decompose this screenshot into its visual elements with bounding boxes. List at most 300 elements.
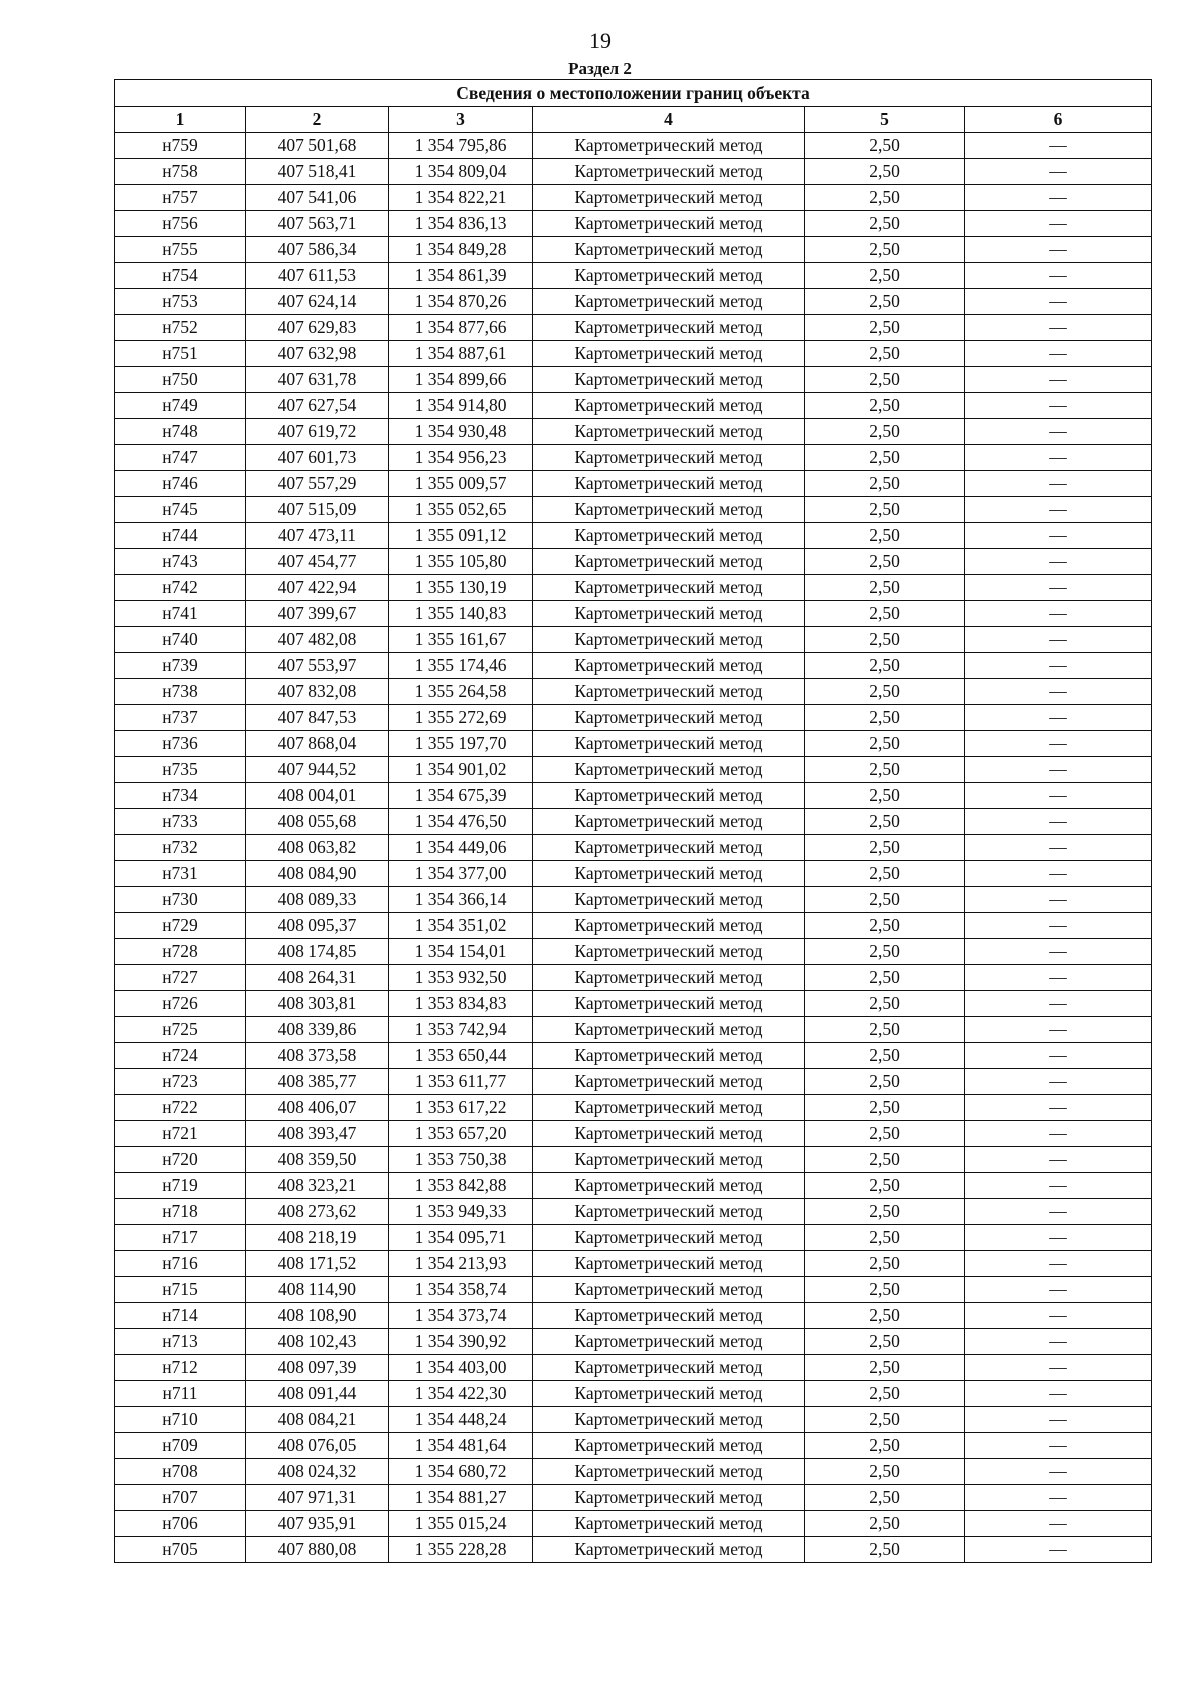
y-coordinate-cell: 1 354 373,74 [389,1303,533,1329]
point-name-cell: н706 [115,1511,246,1537]
table-row [115,1511,1152,1537]
description-cell: — [965,757,1152,783]
table-row [115,1303,1152,1329]
point-name-cell: н705 [115,1537,246,1563]
accuracy-cell: 2,50 [805,1147,965,1173]
accuracy-cell: 2,50 [805,1537,965,1563]
table-row [115,991,1152,1017]
y-coordinate-cell: 1 354 403,00 [389,1355,533,1381]
x-coordinate-cell: 408 097,39 [246,1355,389,1381]
x-coordinate-cell: 407 454,77 [246,549,389,575]
accuracy-cell: 2,50 [805,1173,965,1199]
accuracy-cell: 2,50 [805,835,965,861]
y-coordinate-cell: 1 355 130,19 [389,575,533,601]
x-coordinate-cell: 408 024,32 [246,1459,389,1485]
y-coordinate-cell: 1 354 849,28 [389,237,533,263]
x-coordinate-cell: 407 619,72 [246,419,389,445]
column-number: 6 [965,107,1152,133]
description-cell: — [965,1433,1152,1459]
accuracy-cell: 2,50 [805,913,965,939]
description-cell: — [965,1017,1152,1043]
description-cell: — [965,445,1152,471]
method-cell: Картометрический метод [533,393,805,419]
table-row [115,1251,1152,1277]
y-coordinate-cell: 1 354 956,23 [389,445,533,471]
description-cell: — [965,1173,1152,1199]
y-coordinate-cell: 1 355 197,70 [389,731,533,757]
point-name-cell: н753 [115,289,246,315]
table-row [115,757,1152,783]
accuracy-cell: 2,50 [805,393,965,419]
description-cell: — [965,887,1152,913]
y-coordinate-cell: 1 354 448,24 [389,1407,533,1433]
accuracy-cell: 2,50 [805,1277,965,1303]
point-name-cell: н743 [115,549,246,575]
method-cell: Картометрический метод [533,1329,805,1355]
description-cell: — [965,1095,1152,1121]
y-coordinate-cell: 1 354 675,39 [389,783,533,809]
section-title: Раздел 2 [568,59,632,78]
method-cell: Картометрический метод [533,419,805,445]
method-cell: Картометрический метод [533,1173,805,1199]
description-cell: — [965,991,1152,1017]
accuracy-cell: 2,50 [805,1095,965,1121]
description-cell: — [965,159,1152,185]
table-row [115,523,1152,549]
method-cell: Картометрический метод [533,861,805,887]
description-cell: — [965,1147,1152,1173]
y-coordinate-cell: 1 355 009,57 [389,471,533,497]
point-name-cell: н707 [115,1485,246,1511]
point-name-cell: н719 [115,1173,246,1199]
point-name-cell: н721 [115,1121,246,1147]
description-cell: — [965,263,1152,289]
accuracy-cell: 2,50 [805,679,965,705]
x-coordinate-cell: 407 847,53 [246,705,389,731]
method-cell: Картометрический метод [533,653,805,679]
table-row [115,705,1152,731]
point-name-cell: н735 [115,757,246,783]
table-row [115,211,1152,237]
accuracy-cell: 2,50 [805,211,965,237]
accuracy-cell: 2,50 [805,1407,965,1433]
x-coordinate-cell: 408 171,52 [246,1251,389,1277]
method-cell: Картометрический метод [533,913,805,939]
point-name-cell: н744 [115,523,246,549]
method-cell: Картометрический метод [533,1147,805,1173]
description-cell: — [965,939,1152,965]
accuracy-cell: 2,50 [805,653,965,679]
x-coordinate-cell: 408 004,01 [246,783,389,809]
description-cell: — [965,185,1152,211]
table-row [115,133,1152,159]
y-coordinate-cell: 1 353 750,38 [389,1147,533,1173]
x-coordinate-cell: 407 935,91 [246,1511,389,1537]
method-cell: Картометрический метод [533,367,805,393]
y-coordinate-cell: 1 354 422,30 [389,1381,533,1407]
table-row [115,1069,1152,1095]
method-cell: Картометрический метод [533,1355,805,1381]
y-coordinate-cell: 1 353 611,77 [389,1069,533,1095]
y-coordinate-cell: 1 353 932,50 [389,965,533,991]
method-cell: Картометрический метод [533,1069,805,1095]
boundary-coordinates-table [114,79,1152,1563]
point-name-cell: н731 [115,861,246,887]
description-cell: — [965,1329,1152,1355]
description-cell: — [965,861,1152,887]
table-row [115,1121,1152,1147]
point-name-cell: н747 [115,445,246,471]
accuracy-cell: 2,50 [805,419,965,445]
table-row [115,679,1152,705]
point-name-cell: н756 [115,211,246,237]
x-coordinate-cell: 408 084,21 [246,1407,389,1433]
accuracy-cell: 2,50 [805,315,965,341]
y-coordinate-cell: 1 355 161,67 [389,627,533,653]
method-cell: Картометрический метод [533,523,805,549]
x-coordinate-cell: 407 627,54 [246,393,389,419]
description-cell: — [965,393,1152,419]
description-cell: — [965,835,1152,861]
x-coordinate-cell: 407 422,94 [246,575,389,601]
table-row [115,1485,1152,1511]
table-row [115,1459,1152,1485]
y-coordinate-cell: 1 354 213,93 [389,1251,533,1277]
point-name-cell: н726 [115,991,246,1017]
x-coordinate-cell: 408 174,85 [246,939,389,965]
y-coordinate-cell: 1 354 914,80 [389,393,533,419]
x-coordinate-cell: 407 868,04 [246,731,389,757]
table-row [115,471,1152,497]
table-row [115,939,1152,965]
method-cell: Картометрический метод [533,1381,805,1407]
description-cell: — [965,1459,1152,1485]
point-name-cell: н737 [115,705,246,731]
description-cell: — [965,1251,1152,1277]
accuracy-cell: 2,50 [805,1511,965,1537]
table-row [115,1225,1152,1251]
y-coordinate-cell: 1 354 476,50 [389,809,533,835]
table-caption-row [115,80,1152,107]
y-coordinate-cell: 1 353 617,22 [389,1095,533,1121]
method-cell: Картометрический метод [533,991,805,1017]
y-coordinate-cell: 1 354 366,14 [389,887,533,913]
y-coordinate-cell: 1 355 264,58 [389,679,533,705]
point-name-cell: н750 [115,367,246,393]
method-cell: Картометрический метод [533,887,805,913]
point-name-cell: н739 [115,653,246,679]
description-cell: — [965,289,1152,315]
x-coordinate-cell: 407 944,52 [246,757,389,783]
accuracy-cell: 2,50 [805,1329,965,1355]
point-name-cell: н732 [115,835,246,861]
x-coordinate-cell: 408 055,68 [246,809,389,835]
table-row [115,1407,1152,1433]
description-cell: — [965,809,1152,835]
description-cell: — [965,1043,1152,1069]
x-coordinate-cell: 407 631,78 [246,367,389,393]
description-cell: — [965,1225,1152,1251]
y-coordinate-cell: 1 355 015,24 [389,1511,533,1537]
point-name-cell: н710 [115,1407,246,1433]
accuracy-cell: 2,50 [805,289,965,315]
table-row [115,965,1152,991]
method-cell: Картометрический метод [533,731,805,757]
table-row [115,289,1152,315]
method-cell: Картометрический метод [533,237,805,263]
point-name-cell: н722 [115,1095,246,1121]
description-cell: — [965,653,1152,679]
method-cell: Картометрический метод [533,1407,805,1433]
accuracy-cell: 2,50 [805,445,965,471]
x-coordinate-cell: 408 076,05 [246,1433,389,1459]
point-name-cell: н742 [115,575,246,601]
point-name-cell: н717 [115,1225,246,1251]
table-row [115,1199,1152,1225]
description-cell: — [965,575,1152,601]
point-name-cell: н711 [115,1381,246,1407]
table-row [115,159,1152,185]
description-cell: — [965,965,1152,991]
table-row [115,575,1152,601]
point-name-cell: н738 [115,679,246,705]
point-name-cell: н746 [115,471,246,497]
y-coordinate-cell: 1 353 834,83 [389,991,533,1017]
method-cell: Картометрический метод [533,1303,805,1329]
y-coordinate-cell: 1 354 095,71 [389,1225,533,1251]
table-row [115,1095,1152,1121]
table-row [115,1537,1152,1563]
x-coordinate-cell: 407 557,29 [246,471,389,497]
y-coordinate-cell: 1 354 481,64 [389,1433,533,1459]
description-cell: — [965,1199,1152,1225]
column-number: 3 [389,107,533,133]
method-cell: Картометрический метод [533,549,805,575]
table-row [115,315,1152,341]
y-coordinate-cell: 1 354 861,39 [389,263,533,289]
description-cell: — [965,549,1152,575]
x-coordinate-cell: 407 482,08 [246,627,389,653]
point-name-cell: н725 [115,1017,246,1043]
accuracy-cell: 2,50 [805,549,965,575]
x-coordinate-cell: 407 632,98 [246,341,389,367]
point-name-cell: н729 [115,913,246,939]
point-name-cell: н727 [115,965,246,991]
description-cell: — [965,341,1152,367]
accuracy-cell: 2,50 [805,133,965,159]
point-name-cell: н713 [115,1329,246,1355]
column-number: 4 [533,107,805,133]
y-coordinate-cell: 1 353 742,94 [389,1017,533,1043]
table-row [115,1277,1152,1303]
x-coordinate-cell: 407 541,06 [246,185,389,211]
x-coordinate-cell: 408 063,82 [246,835,389,861]
y-coordinate-cell: 1 354 870,26 [389,289,533,315]
accuracy-cell: 2,50 [805,705,965,731]
x-coordinate-cell: 407 399,67 [246,601,389,627]
point-name-cell: н714 [115,1303,246,1329]
x-coordinate-cell: 408 091,44 [246,1381,389,1407]
point-name-cell: н755 [115,237,246,263]
x-coordinate-cell: 408 303,81 [246,991,389,1017]
method-cell: Картометрический метод [533,809,805,835]
x-coordinate-cell: 408 264,31 [246,965,389,991]
x-coordinate-cell: 408 406,07 [246,1095,389,1121]
point-name-cell: н757 [115,185,246,211]
description-cell: — [965,367,1152,393]
method-cell: Картометрический метод [533,835,805,861]
x-coordinate-cell: 408 359,50 [246,1147,389,1173]
accuracy-cell: 2,50 [805,1043,965,1069]
table-row [115,1147,1152,1173]
x-coordinate-cell: 408 108,90 [246,1303,389,1329]
description-cell: — [965,133,1152,159]
accuracy-cell: 2,50 [805,861,965,887]
accuracy-cell: 2,50 [805,523,965,549]
y-coordinate-cell: 1 354 899,66 [389,367,533,393]
accuracy-cell: 2,50 [805,1251,965,1277]
x-coordinate-cell: 407 880,08 [246,1537,389,1563]
accuracy-cell: 2,50 [805,783,965,809]
x-coordinate-cell: 408 114,90 [246,1277,389,1303]
table-row [115,1017,1152,1043]
accuracy-cell: 2,50 [805,627,965,653]
table-row [115,783,1152,809]
table-row [115,1355,1152,1381]
y-coordinate-cell: 1 355 105,80 [389,549,533,575]
accuracy-cell: 2,50 [805,1355,965,1381]
method-cell: Картометрический метод [533,575,805,601]
table-row [115,497,1152,523]
method-cell: Картометрический метод [533,263,805,289]
table-row [115,263,1152,289]
y-coordinate-cell: 1 353 842,88 [389,1173,533,1199]
method-cell: Картометрический метод [533,1433,805,1459]
accuracy-cell: 2,50 [805,887,965,913]
table-row [115,653,1152,679]
point-name-cell: н752 [115,315,246,341]
method-cell: Картометрический метод [533,757,805,783]
point-name-cell: н716 [115,1251,246,1277]
accuracy-cell: 2,50 [805,731,965,757]
table-caption: Сведения о местоположении границ объекта [115,80,1152,107]
y-coordinate-cell: 1 355 228,28 [389,1537,533,1563]
column-number: 1 [115,107,246,133]
table-row [115,627,1152,653]
table-row [115,861,1152,887]
description-cell: — [965,1069,1152,1095]
description-cell: — [965,211,1152,237]
table-row [115,809,1152,835]
y-coordinate-cell: 1 354 822,21 [389,185,533,211]
method-cell: Картометрический метод [533,939,805,965]
y-coordinate-cell: 1 353 650,44 [389,1043,533,1069]
method-cell: Картометрический метод [533,1095,805,1121]
method-cell: Картометрический метод [533,1121,805,1147]
accuracy-cell: 2,50 [805,1199,965,1225]
method-cell: Картометрический метод [533,1459,805,1485]
y-coordinate-cell: 1 354 881,27 [389,1485,533,1511]
method-cell: Картометрический метод [533,1199,805,1225]
table-row [115,185,1152,211]
description-cell: — [965,679,1152,705]
description-cell: — [965,601,1152,627]
description-cell: — [965,1511,1152,1537]
description-cell: — [965,1381,1152,1407]
table-row [115,445,1152,471]
y-coordinate-cell: 1 353 949,33 [389,1199,533,1225]
method-cell: Картометрический метод [533,627,805,653]
y-coordinate-cell: 1 354 930,48 [389,419,533,445]
accuracy-cell: 2,50 [805,471,965,497]
method-cell: Картометрический метод [533,211,805,237]
description-cell: — [965,1407,1152,1433]
y-coordinate-cell: 1 355 140,83 [389,601,533,627]
y-coordinate-cell: 1 355 052,65 [389,497,533,523]
description-cell: — [965,731,1152,757]
description-cell: — [965,913,1152,939]
point-name-cell: н724 [115,1043,246,1069]
column-number: 5 [805,107,965,133]
description-cell: — [965,1121,1152,1147]
accuracy-cell: 2,50 [805,1459,965,1485]
accuracy-cell: 2,50 [805,1225,965,1251]
x-coordinate-cell: 407 553,97 [246,653,389,679]
x-coordinate-cell: 407 624,14 [246,289,389,315]
y-coordinate-cell: 1 354 887,61 [389,341,533,367]
point-name-cell: н759 [115,133,246,159]
table-row [115,549,1152,575]
y-coordinate-cell: 1 354 449,06 [389,835,533,861]
x-coordinate-cell: 408 323,21 [246,1173,389,1199]
table-row [115,237,1152,263]
accuracy-cell: 2,50 [805,809,965,835]
description-cell: — [965,1537,1152,1563]
description-cell: — [965,1355,1152,1381]
x-coordinate-cell: 408 089,33 [246,887,389,913]
x-coordinate-cell: 408 385,77 [246,1069,389,1095]
method-cell: Картометрический метод [533,185,805,211]
accuracy-cell: 2,50 [805,1017,965,1043]
table-row [115,887,1152,913]
accuracy-cell: 2,50 [805,1303,965,1329]
x-coordinate-cell: 408 218,19 [246,1225,389,1251]
description-cell: — [965,783,1152,809]
accuracy-cell: 2,50 [805,757,965,783]
point-name-cell: н718 [115,1199,246,1225]
page-number: 19 [589,28,611,53]
x-coordinate-cell: 407 515,09 [246,497,389,523]
column-number: 2 [246,107,389,133]
accuracy-cell: 2,50 [805,1433,965,1459]
x-coordinate-cell: 407 501,68 [246,133,389,159]
method-cell: Картометрический метод [533,1043,805,1069]
point-name-cell: н736 [115,731,246,757]
table-row [115,341,1152,367]
point-name-cell: н741 [115,601,246,627]
y-coordinate-cell: 1 354 390,92 [389,1329,533,1355]
table-row [115,393,1152,419]
method-cell: Картометрический метод [533,315,805,341]
y-coordinate-cell: 1 355 091,12 [389,523,533,549]
y-coordinate-cell: 1 354 680,72 [389,1459,533,1485]
accuracy-cell: 2,50 [805,263,965,289]
y-coordinate-cell: 1 353 657,20 [389,1121,533,1147]
y-coordinate-cell: 1 354 809,04 [389,159,533,185]
y-coordinate-cell: 1 354 358,74 [389,1277,533,1303]
accuracy-cell: 2,50 [805,1069,965,1095]
accuracy-cell: 2,50 [805,1121,965,1147]
